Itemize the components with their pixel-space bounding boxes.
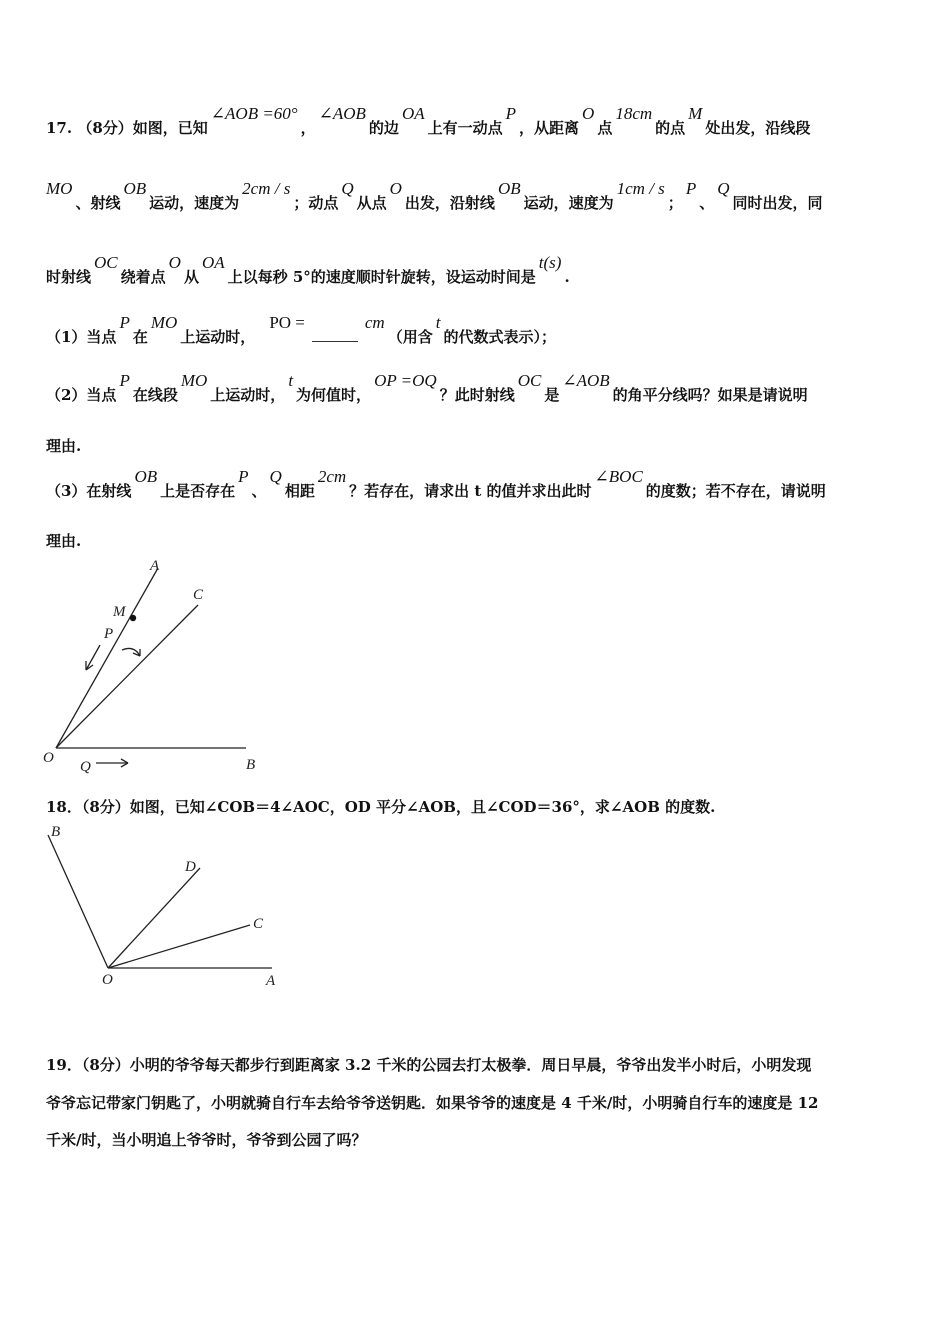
text: 、 [251, 482, 267, 500]
math: t [435, 313, 441, 332]
label-o: O [102, 972, 113, 988]
math: O [389, 179, 402, 198]
math: O [582, 104, 595, 123]
text: 上运动时， [210, 386, 286, 404]
math: cm [364, 313, 385, 332]
label-c: C [253, 916, 264, 932]
text: 是 [544, 386, 560, 404]
text: 时射线 [46, 268, 92, 286]
text: ；动点 [293, 194, 339, 212]
text: 、射线 [75, 194, 121, 212]
ray-ob [48, 835, 108, 968]
text: ？若存在，请求出 t 的值并求出此时 [349, 482, 592, 500]
text: 为何值时， [296, 386, 372, 404]
math: OA [201, 253, 225, 272]
text: 上以每秒 5°的速度顺时针旋转，设运动时间是 [227, 268, 536, 286]
text: 上运动时， [180, 328, 256, 346]
question-number: 17. [46, 119, 73, 137]
math: P [685, 179, 697, 198]
q17-part-2-end: 理由. [46, 437, 82, 455]
text: 出发，沿射线 [404, 194, 495, 212]
math: OB [134, 467, 158, 486]
math: M [688, 104, 703, 123]
label-a: A [150, 558, 160, 574]
text: 相距 [284, 482, 315, 500]
math: Q [717, 179, 730, 198]
text: （2）当点 [46, 386, 117, 404]
text: 在线段 [132, 386, 178, 404]
math: t [288, 371, 294, 390]
math: PO = [269, 313, 305, 332]
text: 的代数式表示）； [443, 328, 556, 346]
text: 在 [132, 328, 148, 346]
math: ∠AOB [562, 371, 610, 390]
math: OC [94, 253, 118, 272]
math: Q [341, 179, 354, 198]
label-m: M [113, 604, 126, 620]
text: （用含 [387, 328, 433, 346]
math: OB [123, 179, 147, 198]
label-c: C [193, 587, 204, 603]
text: 从点 [356, 194, 387, 212]
text: 的点 [655, 119, 686, 137]
ray-oc [108, 925, 250, 968]
math: 1cm / s [616, 179, 665, 198]
text: 上有一动点 [427, 119, 503, 137]
text: 运动，速度为 [523, 194, 614, 212]
label-b: B [246, 757, 256, 773]
ray-od [108, 868, 200, 968]
text: 同时出发，同 [732, 194, 823, 212]
text: 的边 [368, 119, 399, 137]
text: 运动，速度为 [149, 194, 240, 212]
math: MO [180, 371, 208, 390]
math: ∠AOB [318, 104, 366, 123]
label-b: B [51, 824, 61, 840]
q19-line-2: 爷爷忘记带家门钥匙了，小明就骑自行车去给爷爷送钥匙．如果爷爷的速度是 4 千米/时，小明骑自行车的速度是 12 [46, 1094, 819, 1112]
text: ， [300, 119, 316, 137]
math: P [119, 371, 130, 390]
text: 的角平分线吗？如果是请说明 [612, 386, 808, 404]
text: 从 [183, 268, 199, 286]
label-q: Q [80, 759, 91, 775]
text: . [564, 268, 570, 286]
math: OB [497, 179, 521, 198]
text: 、 [699, 194, 715, 212]
math: 2cm / s [242, 179, 291, 198]
label-o: O [43, 750, 54, 766]
text: 的度数；若不存在，请说明 [645, 482, 826, 500]
q19-line-1: 19．（8分）小明的爷爷每天都步行到距离家 3.2 千米的公园去打太极拳．周日早晨，爷爷出发半小时后，小明发现 [46, 1056, 812, 1074]
q17-part-3-end: 理由. [46, 532, 82, 550]
math: t(s) [538, 253, 562, 272]
text: 处出发，沿线段 [705, 119, 811, 137]
math: 2cm [317, 467, 347, 486]
math: OA [401, 104, 425, 123]
label-a: A [266, 973, 276, 989]
math: P [505, 104, 517, 123]
text: （1）当点 [46, 328, 117, 346]
text: ，从距离 [519, 119, 580, 137]
math: ∠BOC [594, 467, 643, 486]
math: OP =OQ [374, 371, 437, 390]
text: ？此时射线 [439, 386, 515, 404]
math: Q [269, 467, 282, 486]
q19-line-3: 千米/时，当小明追上爷爷时，爷爷到公园了吗？ [46, 1131, 367, 1149]
math: P [119, 313, 130, 332]
question-score: （8分） [77, 119, 133, 137]
math: ∠AOB =60° [210, 104, 298, 123]
math: 18cm [615, 104, 653, 123]
math: MO [46, 179, 73, 198]
text: （3）在射线 [46, 482, 132, 500]
math: MO [150, 313, 178, 332]
math: O [168, 253, 181, 272]
text: 点 [597, 119, 613, 137]
math: P [238, 467, 249, 486]
label-d: D [185, 859, 196, 875]
text: 上是否存在 [160, 482, 236, 500]
q18-text: 18．（8分）如图，已知∠COB＝4∠AOC，OD 平分∠AOB，且∠COD＝36°，求∠AOB 的度数. [46, 798, 716, 816]
text: 绕着点 [120, 268, 166, 286]
text: 如图，已知 [132, 119, 208, 137]
math: OC [517, 371, 542, 390]
text: ； [667, 194, 683, 212]
label-p: P [104, 626, 114, 642]
